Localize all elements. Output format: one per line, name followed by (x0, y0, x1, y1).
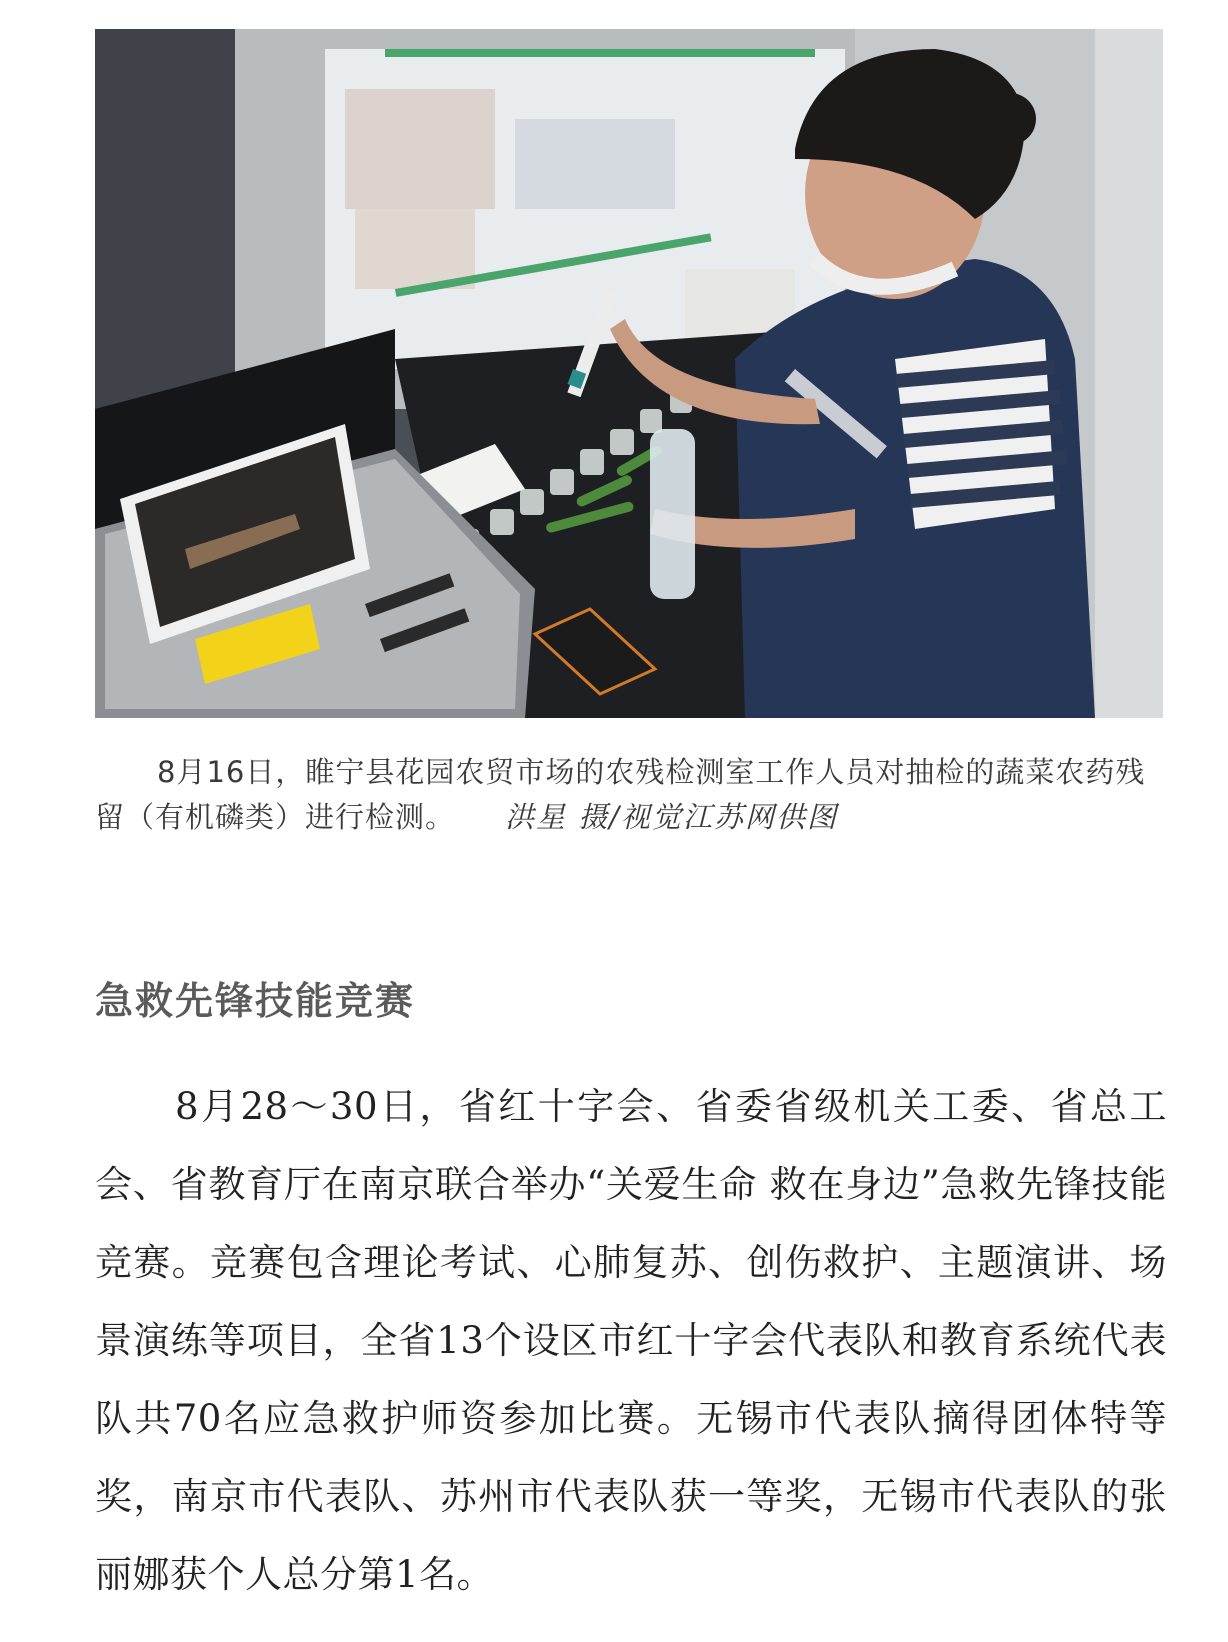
article-paragraph (95, 1068, 1167, 1614)
paragraph-text: 8月28～30日，省红十字会、省委省级机关工委、省总工会、省教育厅在南京联合举办“关爱生命 救在身边”急救先锋技能竞赛。竞赛包含理论考试、心肺复苏、创伤救护、主题演讲、场景演练等项目，全省13个设区市红十字会代表队和教育系统代表队共70名应急救护师资参加比赛。无锡市代表队摘得团体特等奖，南京市代表队、苏州市代表队获一等奖，无锡市代表队的张丽娜获个人总分第1名。 (95, 1085, 1167, 1596)
photo-image (95, 29, 1163, 718)
section-title: 急救先锋技能竞赛 (95, 978, 416, 1023)
caption-text: 8月16日，睢宁县花园农贸市场的农残检测室工作人员对抽检的蔬菜农药残留（有机磷类）进行检测。 (95, 755, 1146, 834)
photo-caption (95, 750, 1165, 840)
photo-credit: 洪星 摄/视觉江苏网供图 (505, 800, 839, 834)
news-photo (95, 29, 1163, 718)
